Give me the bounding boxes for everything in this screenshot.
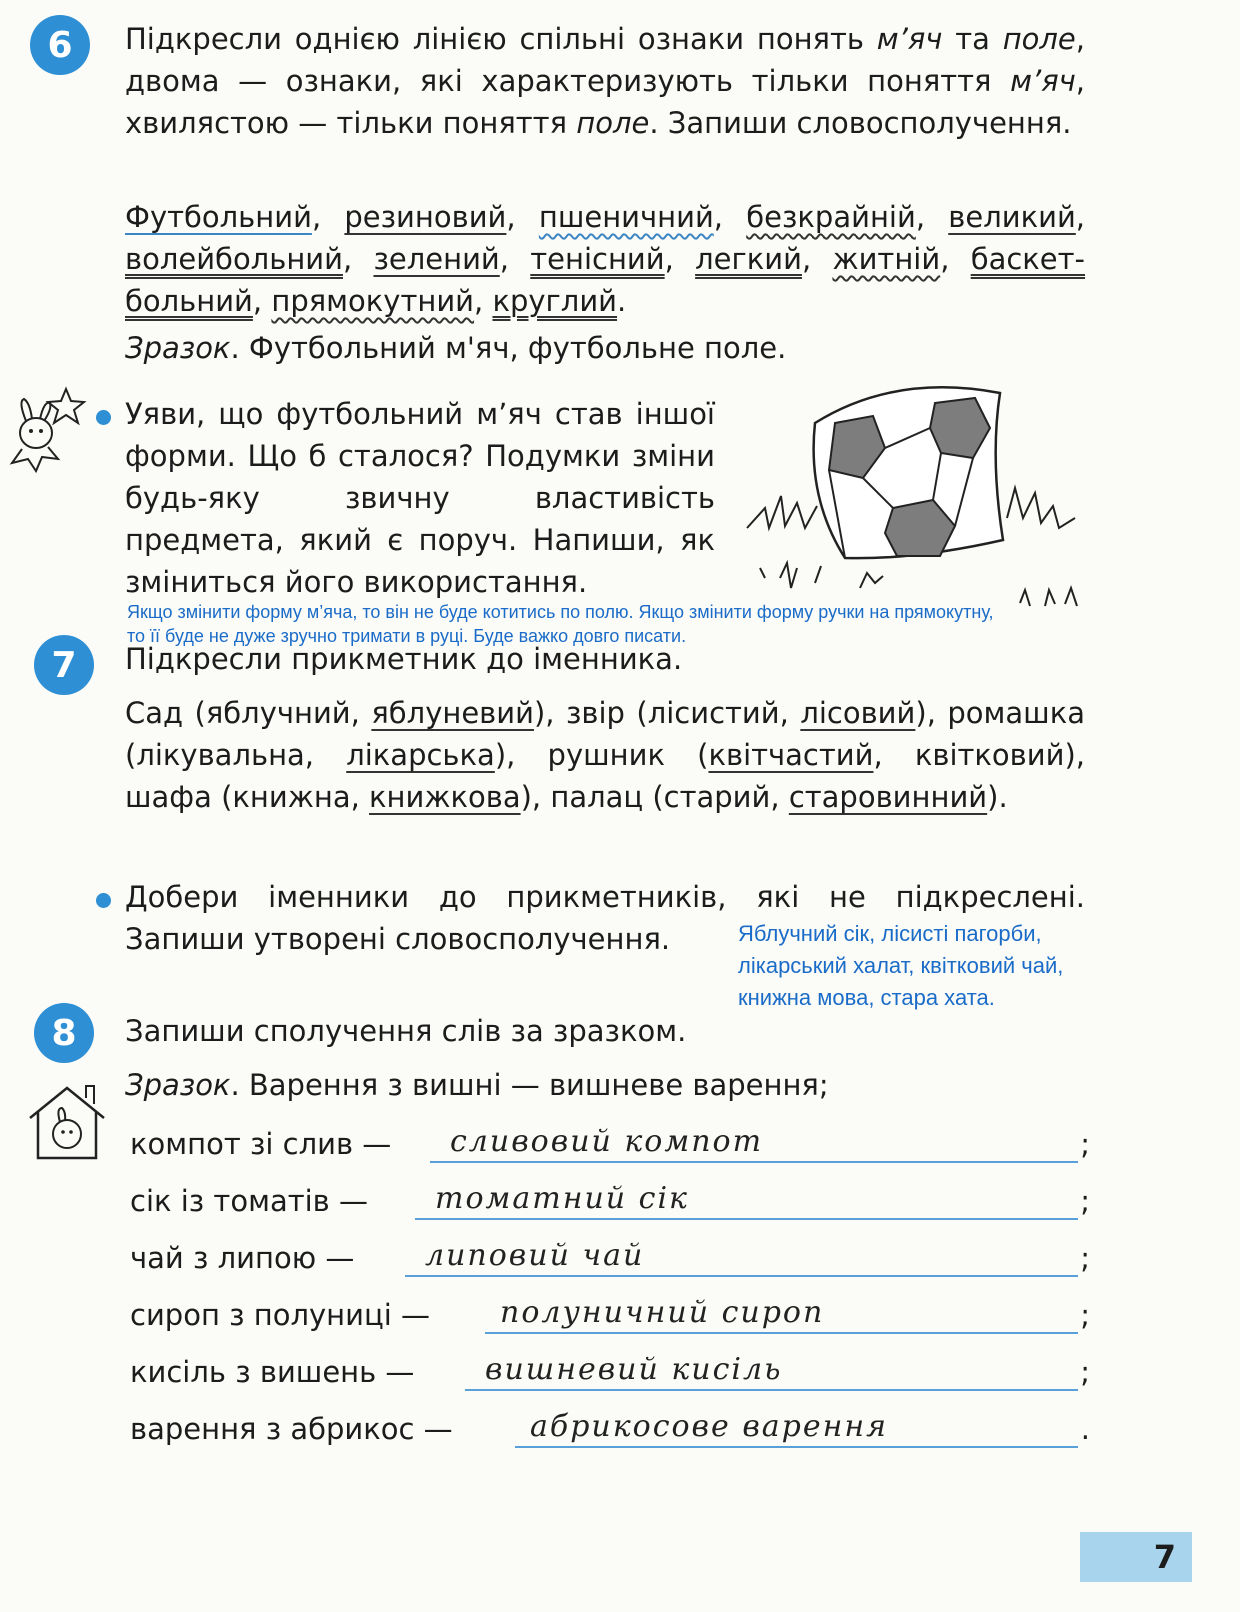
handwritten-answer: абрикосове варення xyxy=(530,1409,889,1444)
task-7-instruction: Підкресли прикметник до іменника. xyxy=(125,642,683,676)
task-6-creative-task: Уяви, що футбольний м’яч став іншої форми. Що б сталося? Подумки зміни будь-яку звичну властивість предмета, який є поруч. Напиши, як зміниться його використання. xyxy=(125,397,715,599)
word: круглий xyxy=(492,284,618,318)
task-8-instruction: Запиши сполучення слів за зразком. xyxy=(125,1014,687,1048)
word: больний xyxy=(125,284,253,318)
task-6-instruction: Підкресли однією лінією спільні ознаки понять м’яч та поле, двома — ознаки, які характеризують тільки поняття м’яч, хвилястою — тільки поняття поле. Запиши словосполучення. xyxy=(125,22,1085,140)
word: житній xyxy=(832,242,941,276)
task-8-badge: 8 xyxy=(34,1003,94,1063)
word: резиновий xyxy=(344,200,507,234)
soccer-ball-illustration xyxy=(745,378,1095,618)
exercise-row: сироп з полуниці — полуничний сироп ; xyxy=(130,1294,1090,1338)
word: тенісний xyxy=(530,242,665,276)
word: прямокутний xyxy=(271,284,475,318)
word: зелений xyxy=(373,242,500,276)
word: пшеничний xyxy=(538,200,714,234)
task-7-badge: 7 xyxy=(34,635,94,695)
word: легкий xyxy=(695,242,802,276)
handwritten-answer: вишневий кисіль xyxy=(485,1352,783,1387)
handwritten-answer: полуничний сироп xyxy=(500,1295,825,1330)
word: баскет- xyxy=(970,242,1086,276)
exercise-row: сік із томатів — томатний сік ; xyxy=(130,1180,1090,1224)
handwritten-answer: липовий чай xyxy=(425,1238,645,1273)
exercise-row: варення з абрикос — абрикосове варення . xyxy=(130,1408,1090,1452)
task-6-sample: Зразок. Футбольний м'яч, футбольне поле. xyxy=(125,331,787,365)
task-7-text: Сад (яблучний, яблуневий), звір (лісистий, лісовий), ромашка (лікувальна, лікарська), рушник (квітчастий, квітковий), шафа (книжна, книжкова), палац (старий, старовинний). xyxy=(125,696,1086,814)
word: безкрайній xyxy=(746,200,916,234)
word: великий xyxy=(948,200,1076,234)
exercise-row: компот зі слив — сливовий компот ; xyxy=(130,1123,1090,1167)
home-task-icon xyxy=(22,1080,112,1164)
exercise-row: кисіль з вишень — вишневий кисіль ; xyxy=(130,1351,1090,1395)
page-number: 7 xyxy=(1080,1532,1192,1582)
task-7-answer: Яблучний сік, лісисті пагорби, лікарський халат, квітковий чай, книжна мова, стара хата. xyxy=(738,921,1064,1010)
task-6-badge: 6 xyxy=(30,15,90,75)
task-7-followup: Добери іменники до прикметників, які не підкреслені. Запиши утворені словосполучення. xyxy=(125,880,1085,956)
handwritten-answer: томатний сік xyxy=(435,1181,689,1216)
bullet-icon xyxy=(96,893,111,908)
creative-mascot-icon xyxy=(4,385,94,475)
exercise-row: чай з липою — липовий чай ; xyxy=(130,1237,1090,1281)
bullet-icon xyxy=(96,410,111,425)
task-6-answer: Якщо змінити форму м’яча, то він не буде котитись по полю. Якщо змінити форму ручки на прямокутну, то її буде не дуже зручно тримати в руці. Буде важко довго писати. xyxy=(127,602,994,646)
word: волейбольний xyxy=(125,242,343,276)
task-8-sample: Зразок. Варення з вишні — вишневе варення; xyxy=(125,1068,829,1102)
word: Футбольний xyxy=(125,200,312,234)
handwritten-answer: сливовий компот xyxy=(450,1124,764,1159)
task-6-word-list: Футбольний, резиновий, пшеничний, безкрайній, великий, волейбольний, зелений, тенісний, легкий, житній, баскет- больний, прямокутний, круглий. xyxy=(125,200,1086,318)
